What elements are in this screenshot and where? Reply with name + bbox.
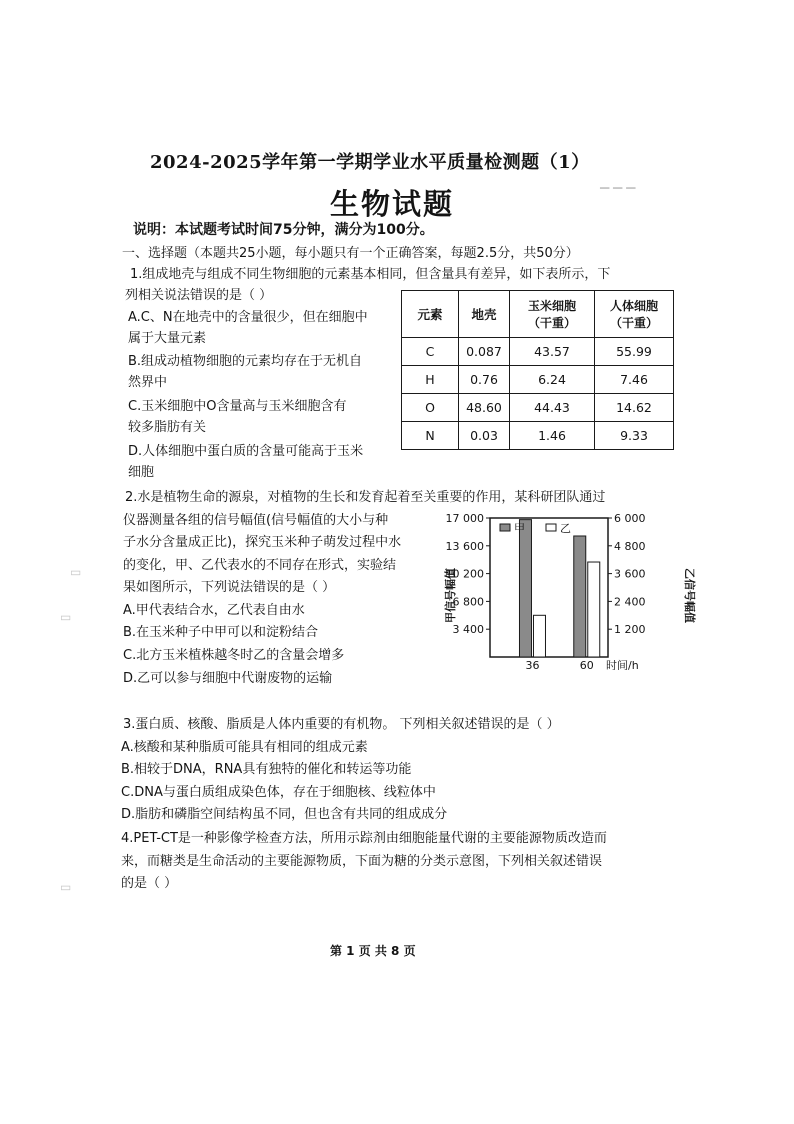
table-cell: C (402, 338, 459, 366)
table-cell: 43.57 (510, 338, 595, 366)
table-cell: 6.24 (510, 366, 595, 394)
table-cell: 0.03 (459, 422, 510, 450)
water-signal-chart (430, 514, 696, 670)
q4-stem-line-1: 4.PET-CT是一种影像学检查方法，所用示踪剂由细胞能量代谢的主要能源物质改造而 (121, 831, 607, 846)
subject-title: 生物试题 (330, 187, 455, 221)
table-header (595, 291, 674, 338)
q2-stem-line-3: 子水分含量成正比)，探究玉米种子萌发过程中水 (123, 535, 402, 550)
x-axis-label: 时间/h (606, 659, 639, 670)
right-axis-tick-label: 1 200 (614, 623, 646, 637)
q1-option-d-cont: 细胞 (128, 465, 155, 480)
exam-instructions: 说明：本试题考试时间75分钟，满分为100分。 (133, 222, 434, 238)
table-cell: 9.33 (595, 422, 674, 450)
left-axis-label: 甲信号幅值 (444, 568, 457, 623)
table-row (402, 338, 674, 366)
table-header-sub: （干重） (527, 316, 576, 330)
left-axis-tick-label: 17 000 (445, 514, 484, 525)
left-axis-tick-label: 3 400 (452, 623, 484, 637)
table-cell: 14.62 (595, 394, 674, 422)
table-cell: N (402, 422, 459, 450)
table-cell: H (402, 366, 459, 394)
right-axis-tick-label: 6 000 (614, 514, 646, 525)
q2-stem-line-1: 2.水是植物生命的源泉，对植物的生长和发育起着至关重要的作用，某科研团队通过 (125, 490, 606, 505)
q2-option-a: A.甲代表结合水，乙代表自由水 (123, 603, 305, 618)
table-row (402, 394, 674, 422)
table-cell: 55.99 (595, 338, 674, 366)
legend-swatch-jia (500, 524, 510, 531)
bleed-through-mark: ▭ (60, 610, 72, 624)
q1-option-b-cont: 然界中 (128, 375, 168, 390)
right-axis-tick-label: 4 800 (614, 539, 646, 553)
q3-option-b: B.相较于DNA，RNA具有独特的催化和转运等功能 (121, 762, 412, 777)
table-header-row (402, 291, 674, 338)
table-cell: 0.76 (459, 366, 510, 394)
bleed-through-mark: ▭ (70, 565, 82, 579)
bar-乙-36 (533, 615, 545, 657)
q1-option-c: C.玉米细胞中O含量高与玉米细胞含有 (128, 399, 347, 414)
q2-option-b: B.在玉米种子中甲可以和淀粉结合 (123, 625, 319, 640)
page-number: 第 1 页 共 8 页 (330, 944, 416, 958)
q2-stem-line-4: 的变化，甲、乙代表水的不同存在形式，实验结 (123, 558, 397, 573)
table-header-sub: （干重） (609, 316, 658, 330)
q4-stem-line-2: 来，而糖类是生命活动的主要能源物质，下面为糖的分类示意图，下列相关叙述错误 (121, 854, 603, 869)
bleed-through-mark: ▁ ▁ ▁ (600, 175, 636, 189)
x-tick-label: 60 (579, 659, 594, 670)
q1-option-a-cont: 属于大量元素 (128, 331, 207, 346)
q1-stem-line-2: 列相关说法错误的是（ ） (125, 288, 273, 303)
table-cell: 1.46 (510, 422, 595, 450)
q3-stem: 3.蛋白质、核酸、脂质是人体内重要的有机物。 下列相关叙述错误的是（ ） (123, 717, 560, 732)
section-heading: 一、选择题（本题共25小题，每小题只有一个正确答案，每题2.5分，共50分） (122, 246, 579, 261)
legend-label-jia: 甲 (514, 522, 525, 535)
table-cell: 0.087 (459, 338, 510, 366)
legend-swatch-yi (546, 524, 556, 531)
table-header: 地壳 (459, 291, 510, 338)
q1-option-b: B.组成动植物细胞的元素均存在于无机自 (128, 354, 363, 369)
table-cell: 7.46 (595, 366, 674, 394)
x-tick-label: 36 (525, 659, 540, 670)
q2-option-d: D.乙可以参与细胞中代谢废物的运输 (123, 671, 333, 686)
chart-svg (430, 514, 696, 670)
left-axis-tick-label: 13 600 (445, 539, 484, 553)
table-row (402, 366, 674, 394)
bleed-through-mark: ▭ (60, 880, 72, 894)
table-cell: O (402, 394, 459, 422)
legend-label-yi: 乙 (560, 522, 571, 535)
q1-option-a: A.C、N在地壳中的含量很少，但在细胞中 (128, 310, 368, 325)
q1-option-c-cont: 较多脂肪有关 (128, 420, 207, 435)
q2-stem-line-2: 仪器测量各组的信号幅值(信号幅值的大小与种 (123, 513, 389, 528)
right-axis-tick-label: 2 400 (614, 595, 646, 609)
right-axis-tick-label: 3 600 (614, 567, 646, 581)
left-axis-tick-label: 10 200 (445, 567, 484, 581)
table-header-label: 玉米细胞 (527, 299, 576, 313)
exam-title: 2024-2025学年第一学期学业水平质量检测题（1） (150, 152, 590, 173)
right-axis-label: 乙信号幅值 (683, 568, 696, 623)
left-axis-tick-label: 6 800 (452, 595, 484, 609)
table-cell: 44.43 (510, 394, 595, 422)
q1-option-d: D.人体细胞中蛋白质的含量可能高于玉米 (128, 444, 364, 459)
element-content-table (401, 290, 674, 450)
q2-stem-line-5: 果如图所示，下列说法错误的是（ ） (123, 580, 336, 595)
bar-甲-36 (519, 520, 531, 657)
table-row (402, 422, 674, 450)
bar-甲-60 (574, 536, 586, 657)
table-header (510, 291, 595, 338)
table-header-label: 人体细胞 (609, 299, 658, 313)
q2-option-c: C.北方玉米植株越冬时乙的含量会增多 (123, 648, 345, 663)
table-header: 元素 (402, 291, 459, 338)
q3-option-a: A.核酸和某种脂质可能具有相同的组成元素 (121, 740, 368, 755)
q4-stem-line-3: 的是（ ） (121, 876, 178, 891)
table-cell: 48.60 (459, 394, 510, 422)
q1-stem-line-1: 1.组成地壳与组成不同生物细胞的元素基本相同，但含量具有差异，如下表所示，下 (130, 267, 611, 282)
q3-option-c: C.DNA与蛋白质组成染色体，存在于细胞核、线粒体中 (121, 785, 436, 800)
bar-乙-60 (588, 562, 600, 657)
q3-option-d: D.脂肪和磷脂空间结构虽不同，但也含有共同的组成成分 (121, 807, 448, 822)
